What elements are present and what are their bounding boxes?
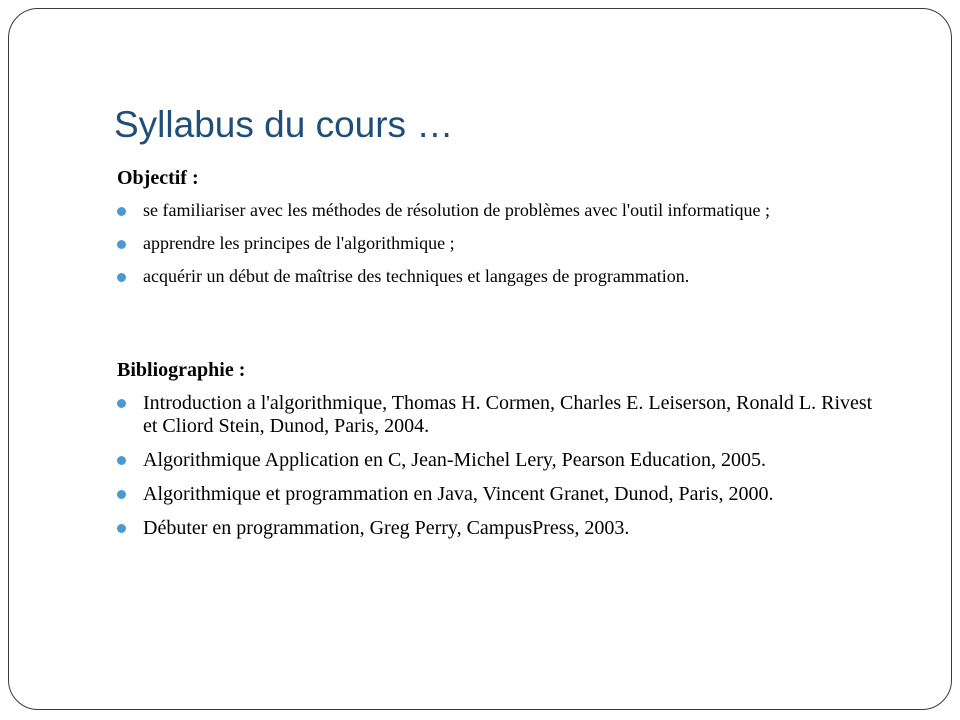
bullet-dot-icon [117,524,126,533]
section-heading-bibliographie: Bibliographie : [117,359,246,381]
list-item [117,449,877,472]
section-heading-objectif: Objectif : [117,167,199,189]
objectif-list [117,200,877,299]
list-item-text: acquérir un début de maîtrise des techniques et langages de programmation. [143,266,690,286]
bullet-dot-icon [117,399,126,408]
bullet-dot-icon [117,456,126,465]
bullet-dot-icon [117,207,126,216]
list-item-text: Débuter en programmation, Greg Perry, CampusPress, 2003. [143,517,630,539]
bibliographie-list [117,392,877,551]
bullet-dot-icon [117,273,126,282]
list-item [117,517,877,540]
bullet-dot-icon [117,240,126,249]
slide-title: Syllabus du cours … [114,104,454,145]
list-item [117,233,877,254]
list-item [117,266,877,287]
slide [8,8,952,710]
list-item-text: se familiariser avec les méthodes de résolution de problèmes avec l'outil informatique ; [143,200,771,220]
list-item [117,483,877,506]
list-item-text: Algorithmique et programmation en Java, Vincent Granet, Dunod, Paris, 2000. [143,483,774,505]
list-item-text: apprendre les principes de l'algorithmique ; [143,233,455,253]
list-item [117,200,877,221]
list-item-text: Algorithmique Application en C, Jean-Michel Lery, Pearson Education, 2005. [143,449,767,471]
list-item [117,392,877,438]
list-item-text: Introduction a l'algorithmique, Thomas H. Cormen, Charles E. Leiserson, Ronald L. Rivest et Cliord Stein, Dunod, Paris, 2004. [143,392,873,437]
bullet-dot-icon [117,490,126,499]
